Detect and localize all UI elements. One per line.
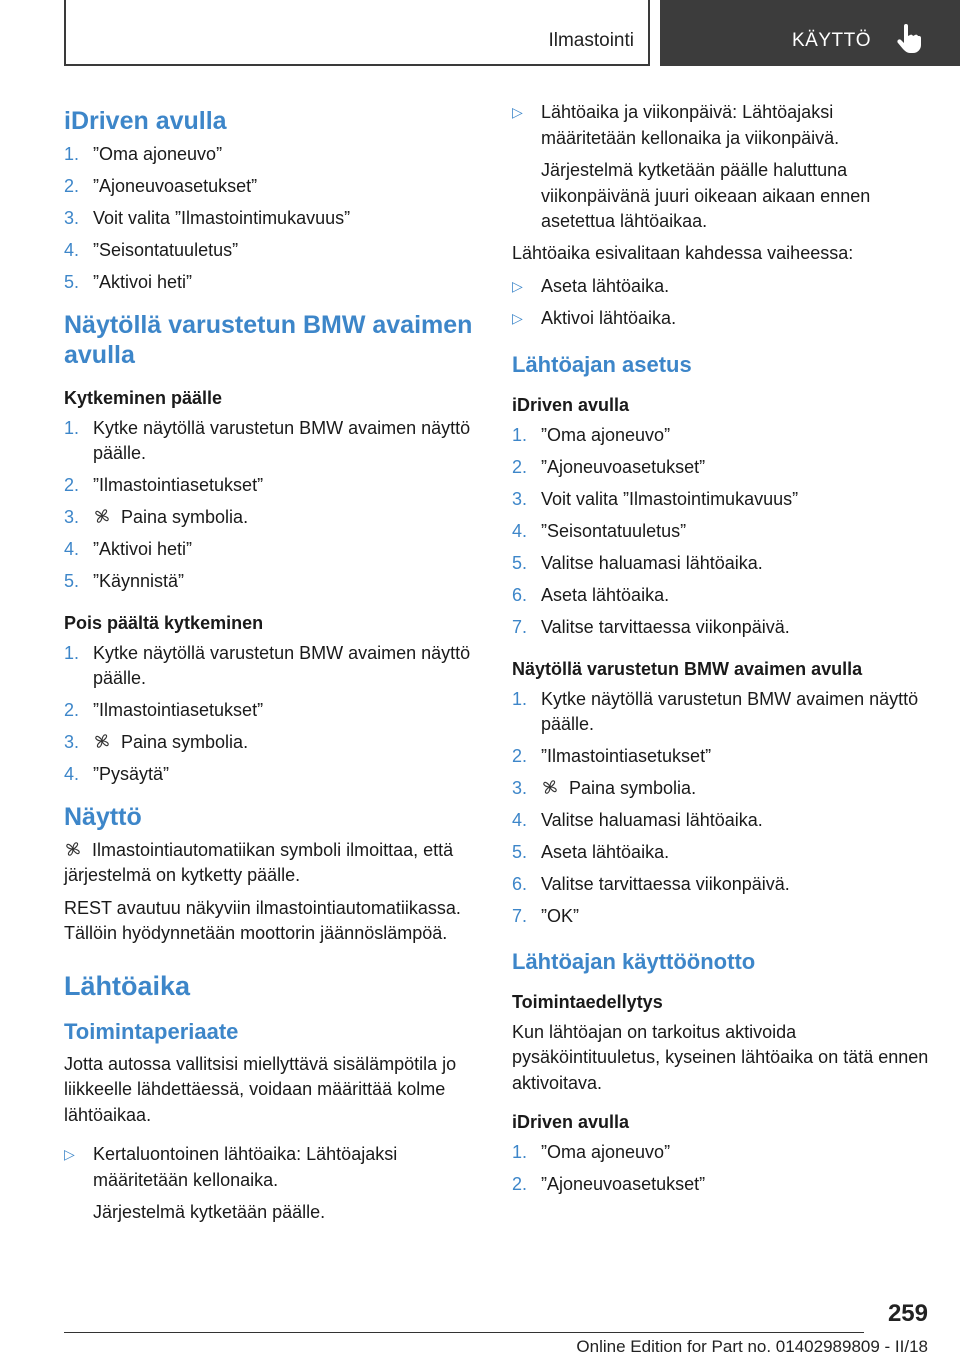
step-number: 5. <box>64 272 80 292</box>
step-number: 4. <box>64 240 80 260</box>
step-text: ”Seisontatuuletus” <box>541 521 687 541</box>
list-item <box>512 872 930 898</box>
step-number: 6. <box>512 874 528 894</box>
step-text: ”Aktivoi heti” <box>93 539 193 559</box>
step-text: ”Ilmastointiasetukset” <box>541 746 712 766</box>
step-number: 2. <box>64 700 80 720</box>
list-item <box>512 808 930 834</box>
list-item <box>512 840 930 866</box>
step-text: Aseta lähtöaika. <box>541 585 670 605</box>
bullet-text: Aseta lähtöaika. <box>541 275 670 296</box>
step-text: Kytke näytöllä varustetun BMW avaimen näyttö päälle. <box>93 417 471 463</box>
step-label: Paina symbolia. <box>569 778 697 798</box>
bullet-text <box>541 100 930 235</box>
bullet-sub: Järjestelmä kytketään päälle. <box>93 1202 326 1222</box>
heading-bmw-key: Näytöllä varustetun BMW avaimen avulla <box>64 310 473 369</box>
step-number: 6. <box>512 585 528 605</box>
step-text: ”Oma ajoneuvo” <box>541 425 671 445</box>
triangle-bullet-icon: ▷ <box>512 277 523 294</box>
heading-departure-time: Lähtöaika <box>64 970 191 1001</box>
step-text: ”Käynnistä” <box>93 571 185 591</box>
heading-setting: Lähtöajan asetus <box>512 352 692 377</box>
step-label: Paina symbolia. <box>121 507 249 527</box>
display-text-1: Ilmastointiautomatiikan symboli ilmoittaa, että järjestelmä on kytketty päälle. <box>64 839 454 885</box>
principle-paragraph: Jotta autossa vallitsisi miellyttävä sisälämpötila jo liikkeelle lähdettäessä, voidaan määrittää kolme lähtöaikaa. <box>64 1053 457 1125</box>
list-item <box>64 505 484 531</box>
heading-idrive-2: iDriven avulla <box>512 1112 630 1132</box>
list-item <box>512 904 930 930</box>
heading-display: Näyttö <box>64 802 142 831</box>
footer-divider <box>64 1332 864 1333</box>
step-number: 1. <box>512 688 528 709</box>
step-number: 1. <box>64 642 80 663</box>
fan-icon <box>64 840 82 858</box>
step-number: 5. <box>512 553 528 573</box>
step-text: ”Ajoneuvoasetukset” <box>541 457 706 477</box>
list-item <box>512 615 930 641</box>
departure-types-list-cont <box>512 100 930 235</box>
heading-principle: Toimintaperiaate <box>64 1018 239 1044</box>
step-number: 3. <box>64 208 80 228</box>
step-number: 2. <box>512 1174 528 1194</box>
step-text: ”Ilmastointiasetukset” <box>93 475 264 495</box>
bullet-sub: Järjestelmä kytketään päälle haluttuna viikonpäivänä juuri oikeaan aikaan ennen asetettua lähtöaikaa. <box>541 160 871 231</box>
bullet-main: Lähtöaika ja viikonpäivä: Lähtöajaksi määritetään kellonaika ja viikonpäivä. <box>541 102 840 148</box>
list-item <box>512 687 930 738</box>
header-section-box <box>64 0 650 66</box>
page-number: 259 <box>887 1300 928 1327</box>
activation-steps-list <box>512 1140 930 1198</box>
setting-idrive-steps-list <box>512 423 930 641</box>
step-text: ”Aktivoi heti” <box>93 272 193 292</box>
step-text <box>93 730 484 756</box>
list-item <box>512 519 930 545</box>
display-paragraph-2: REST avautuu näkyviin ilmastointiautomatiikassa. Tällöin hyödynnetään moottorin jäännöslämpöä. <box>64 897 461 943</box>
list-item <box>64 641 484 692</box>
step-number: 1. <box>512 1142 528 1162</box>
header-chapter-title: KÄYTTÖ <box>792 30 872 51</box>
step-text: Kytke näytöllä varustetun BMW avaimen näyttö päälle. <box>93 642 471 688</box>
list-item <box>64 1142 484 1226</box>
step-text <box>541 776 930 802</box>
header-chapter-tab <box>660 0 960 66</box>
list-item <box>64 270 484 296</box>
footer-edition: Online Edition for Part no. 01402989809 - II/18 <box>576 1337 928 1356</box>
bullet-text: Aktivoi lähtöaika. <box>541 307 677 328</box>
list-item <box>512 100 930 235</box>
requirement-paragraph: Kun lähtöajan on tarkoitus aktivoida pysäköintituuletus, kyseinen lähtöaika on tätä ennen aktivoitava. <box>512 1021 929 1093</box>
step-number: 3. <box>64 507 80 527</box>
list-item <box>64 762 484 788</box>
switch-off-steps-list <box>64 641 484 788</box>
step-text: Voit valita ”Ilmastointimukavuus” <box>541 489 799 509</box>
step-number: 2. <box>64 176 80 196</box>
departure-types-list <box>64 1142 484 1226</box>
list-item <box>64 174 484 200</box>
step-text: ”Oma ajoneuvo” <box>541 1142 671 1162</box>
heading-idrive: iDriven avulla <box>512 395 630 415</box>
list-item <box>512 744 930 770</box>
list-item <box>512 583 930 609</box>
left-column <box>64 100 484 1232</box>
step-text: ”Oma ajoneuvo” <box>93 144 223 164</box>
list-item <box>512 776 930 802</box>
step-text: Valitse haluamasi lähtöaika. <box>541 553 763 573</box>
list-item <box>512 423 930 449</box>
step-number: 4. <box>64 764 80 784</box>
list-item <box>64 416 484 467</box>
fan-icon <box>93 732 111 750</box>
heading-requirement: Toimintaedellytys <box>512 991 663 1012</box>
list-item <box>512 274 930 300</box>
triangle-bullet-icon: ▷ <box>64 1146 75 1162</box>
step-label: Paina symbolia. <box>121 732 249 752</box>
step-text: ”Ajoneuvoasetukset” <box>541 1174 706 1194</box>
preselect-paragraph: Lähtöaika esivalitaan kahdessa vaiheessa: <box>512 243 854 263</box>
step-number: 1. <box>64 417 80 438</box>
display-paragraph-1 <box>64 838 484 889</box>
triangle-bullet-icon: ▷ <box>512 309 523 326</box>
step-number: 3. <box>64 732 80 752</box>
list-item <box>512 551 930 577</box>
list-item <box>512 455 930 481</box>
step-text: Valitse tarvittaessa viikonpäivä. <box>541 874 790 894</box>
list-item <box>512 487 930 513</box>
pointing-hand-icon <box>896 24 922 54</box>
list-item <box>64 206 484 232</box>
switch-on-steps-list <box>64 416 484 595</box>
heading-bmw-key: Näytöllä varustetun BMW avaimen avulla <box>512 658 863 679</box>
step-number: 2. <box>512 457 528 477</box>
step-number: 4. <box>512 810 528 830</box>
list-item <box>64 698 484 724</box>
step-text: ”Ilmastointiasetukset” <box>93 700 264 720</box>
step-number: 4. <box>64 539 80 559</box>
step-text: ”Ajoneuvoasetukset” <box>93 176 258 196</box>
step-number: 7. <box>512 617 528 637</box>
idrive-steps-list <box>64 142 484 296</box>
list-item <box>64 473 484 499</box>
step-number: 4. <box>512 521 528 541</box>
step-text: ”Pysäytä” <box>93 764 170 784</box>
step-text: ”OK” <box>541 906 579 926</box>
step-text <box>93 505 484 531</box>
step-number: 5. <box>64 571 80 591</box>
bullet-text <box>93 1142 484 1226</box>
step-number: 5. <box>512 842 528 862</box>
step-text: Voit valita ”Ilmastointimukavuus” <box>93 208 351 228</box>
list-item <box>512 306 930 332</box>
step-text: Aseta lähtöaika. <box>541 842 670 862</box>
step-text: ”Seisontatuuletus” <box>93 240 239 260</box>
heading-idrive: iDriven avulla <box>64 107 227 135</box>
setting-key-steps-list <box>512 687 930 930</box>
step-number: 3. <box>512 778 528 798</box>
list-item <box>64 238 484 264</box>
triangle-bullet-icon: ▷ <box>512 104 523 120</box>
step-number: 2. <box>64 475 80 495</box>
step-number: 2. <box>512 746 528 766</box>
step-number: 1. <box>64 144 80 164</box>
step-number: 7. <box>512 906 528 926</box>
step-text: Kytke näytöllä varustetun BMW avaimen näyttö päälle. <box>541 688 919 734</box>
list-item <box>64 730 484 756</box>
heading-switch-on: Kytkeminen päälle <box>64 387 223 408</box>
list-item <box>64 569 484 595</box>
header-section-title: Ilmastointi <box>548 30 634 51</box>
bullet-main: Kertaluontoinen lähtöaika: Lähtöajaksi määritetään kellonaika. <box>93 1144 398 1190</box>
step-text: Valitse tarvittaessa viikonpäivä. <box>541 617 790 637</box>
right-column <box>512 100 930 1204</box>
heading-switch-off: Pois päältä kytkeminen <box>64 612 264 633</box>
step-number: 3. <box>512 489 528 509</box>
step-number: 1. <box>512 425 528 445</box>
step-text: Valitse haluamasi lähtöaika. <box>541 810 763 830</box>
heading-activation: Lähtöajan käyttöönotto <box>512 948 756 974</box>
fan-icon <box>93 507 111 525</box>
list-item <box>64 537 484 563</box>
list-item <box>64 142 484 168</box>
preselect-list <box>512 274 930 332</box>
list-item <box>512 1140 930 1166</box>
list-item <box>512 1172 930 1198</box>
fan-icon <box>541 778 559 796</box>
